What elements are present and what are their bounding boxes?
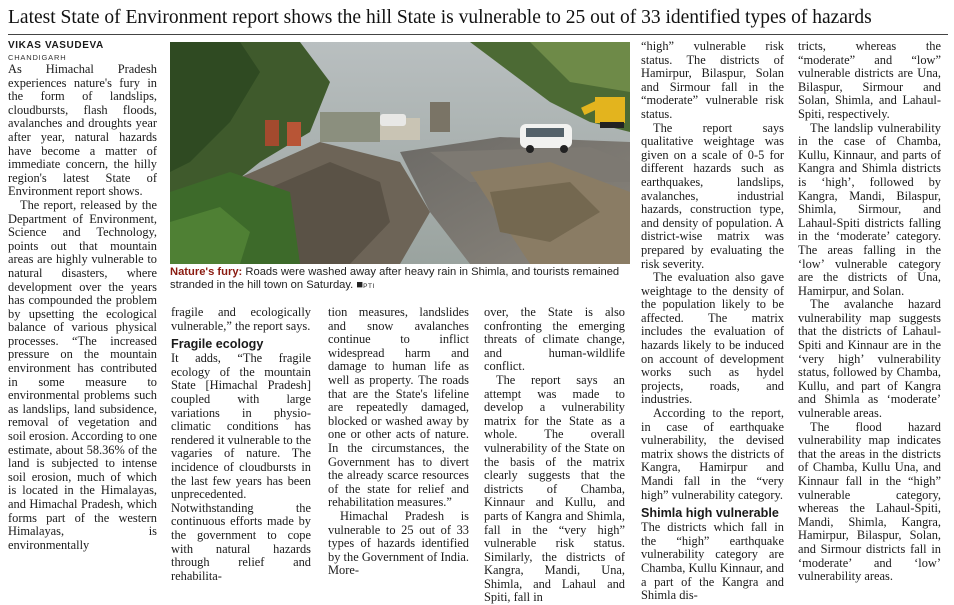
caption-text: Roads were washed away after heavy rain in Shimla, and tourists remained stranded in the hill town on Saturday. [170,266,620,291]
column-1 [8,40,157,556]
column-3 [328,305,469,578]
col2-paragraph-2: It adds, “The fragile ecology of the mountain State [Himachal Pradesh] coupled with large variations in physio-climatic conditions has rendered it vulnerable to the vagaries of nature. The incidence of cloudbursts in the last few years has been unprecedented. Notwithstanding the continuous efforts made by the government to cope with natural hazards through relief and rehabilita- [171,351,311,583]
headline: Latest State of Environment report shows the hill State is vulnerable to 25 out of 33 identified types of hazards [8,7,872,28]
dateline: CHANDIGARH [8,53,67,62]
credit-bullet-icon: ■ [356,279,364,291]
col3-paragraph-2: Himachal Pradesh is vulnerable to 25 out of 33 types of hazards identified by the Government of India. More- [328,508,469,578]
col6-paragraph-2: The landslip vulnerability in the case of Chamba, Kullu, Kinnaur, and parts of Kangra and Shimla districts is ‘high’, followed by Kangra, Mandi, Bilaspur, Shimla, Sirmour, and Lahaul-Spiti districts falling in the ‘moderate’ category. The areas falling in the ‘low’ vulnerable category are the districts of Una, Hamirpur, and Solan. [798,120,941,298]
col5-paragraph-3: The evaluation also gave weightage to the density of the population likely to be affected. The matrix includes the evaluation of hazards likely to be induced on account of development works such as hydel projects, roads, and industries. [641,270,784,407]
landslide-photo-illustration [170,42,630,264]
column-5 [641,39,785,603]
col5-paragraph-5: The districts which fall in the “high” earthquake vulnerability category are Chamba, Kullu Kinnaur, and a part of the Kangra and Shimla dis- [641,520,785,603]
col4-paragraph-1: over, the State is also confronting the emerging threats of climate change, and human-wildlife conflict. [484,305,625,374]
col5-paragraph-4: According to the report, in case of earthquake vulnerability, the devised matrix shows the districts of Kangra, Hamirpur and Mandi fall in the “very high” vulnerability category. [641,406,784,502]
column-2 [171,305,311,583]
byline: VIKAS VASUDEVA [8,40,104,51]
col1-paragraph-2: The report, released by the Department of Environment, Science and Technology, points out that mountain areas are highly vulnerable to natural disasters, where development over the years has compounded the problem by upsetting the ecological balance of various physical processes. “The increased pressure on the mountain environment has contributed in some measure to environmental problems such as landslips, land subsidence, removal of vegetation and soil erosion. According to one estimate, about 58.36% of the land is subjected to intense soil erosion, much of which is located in the Himalayas, and Himachal Pradesh, which forms part of the western Himalayas, is environmentally [8,197,158,552]
col6-paragraph-4: The flood hazard vulnerability map indicates that the areas in the districts of Chamba, Kullu Una, and Kinnaur fall in the “high” vulnerable category, whereas the Lahaul-Spiti, Mandi, Shimla, Kangra, Hamirpur, Bilaspur, Solan, and Sirmour districts fall in ‘moderate’ and ‘low’ vulnerability areas. [798,419,941,584]
col6-paragraph-1: tricts, whereas the “moderate” and “low” vulnerable districts are Una, Bilaspur, Sirmour and Solan, Shimla, and Lahaul-Spiti, respectively. [798,39,941,121]
headline-rule [8,34,948,35]
photo-caption [170,266,630,293]
photo-credit: PTI [363,283,375,290]
col1-paragraph-1: As Himachal Pradesh experiences nature's fury in the form of landslips, cloudbursts, flash floods, avalanches and droughts year after year, natural hazards have become a matter of immediate concern, the hilly region's latest State of Environment report shows. [8,62,157,199]
col4-paragraph-2: The report says an attempt was made to develop a vulnerability matrix for the State as a whole. The overall vulnerability of the State on the basis of the matrix clearly suggests that the districts of Chamba, Kinnaur and Kullu, and parts of Kangra and Shimla, fall in the “very high” vulnerable risk status. Similarly, the districts of Kangra, Mandi, Una, Shimla, and Lahaul and Spiti, fall in [484,372,625,605]
column-4 [484,305,625,605]
subhead-shimla-high-vulnerable: Shimla high vulnerable [641,506,779,521]
col2-paragraph-1: fragile and ecologically vulnerable,” the report says. [171,305,311,333]
column-6 [798,39,941,584]
news-photo [170,42,630,264]
caption-label: Nature's fury: [170,266,243,278]
col5-paragraph-1: “high” vulnerable risk status. The districts of Hamirpur, Bilaspur, Solan and Sirmour fall in the “moderate” vulnerable risk status. [641,39,784,121]
col3-paragraph-1: tion measures, landslides and snow avalanches continue to inflict widespread harm and damage to human life as well as property. The roads that are the State's lifeline are repeatedly damaged, blocked or washed away by one or other acts of nature. In the circumstances, the Government has to divert the already scarce resources of the state for relief and rehabilitation measures.” [328,305,469,510]
col5-paragraph-2: The report says qualitative weightage was given on a scale of 0-5 for different hazards such as earthquakes, landslips, avalanches, industrial hazards, construction type, and density of population. A district-wise matrix was prepared by evaluating the risk severity. [641,120,784,271]
col6-paragraph-3: The avalanche hazard vulnerability map suggests that the districts of Lahaul-Spiti and Kinnaur are in the ‘very high’ vulnerability status, followed by Chamba, Kullu, and part of Kangra and Shimla as ‘moderate’ vulnerable areas. [798,297,941,421]
subhead-fragile-ecology: Fragile ecology [171,337,264,352]
